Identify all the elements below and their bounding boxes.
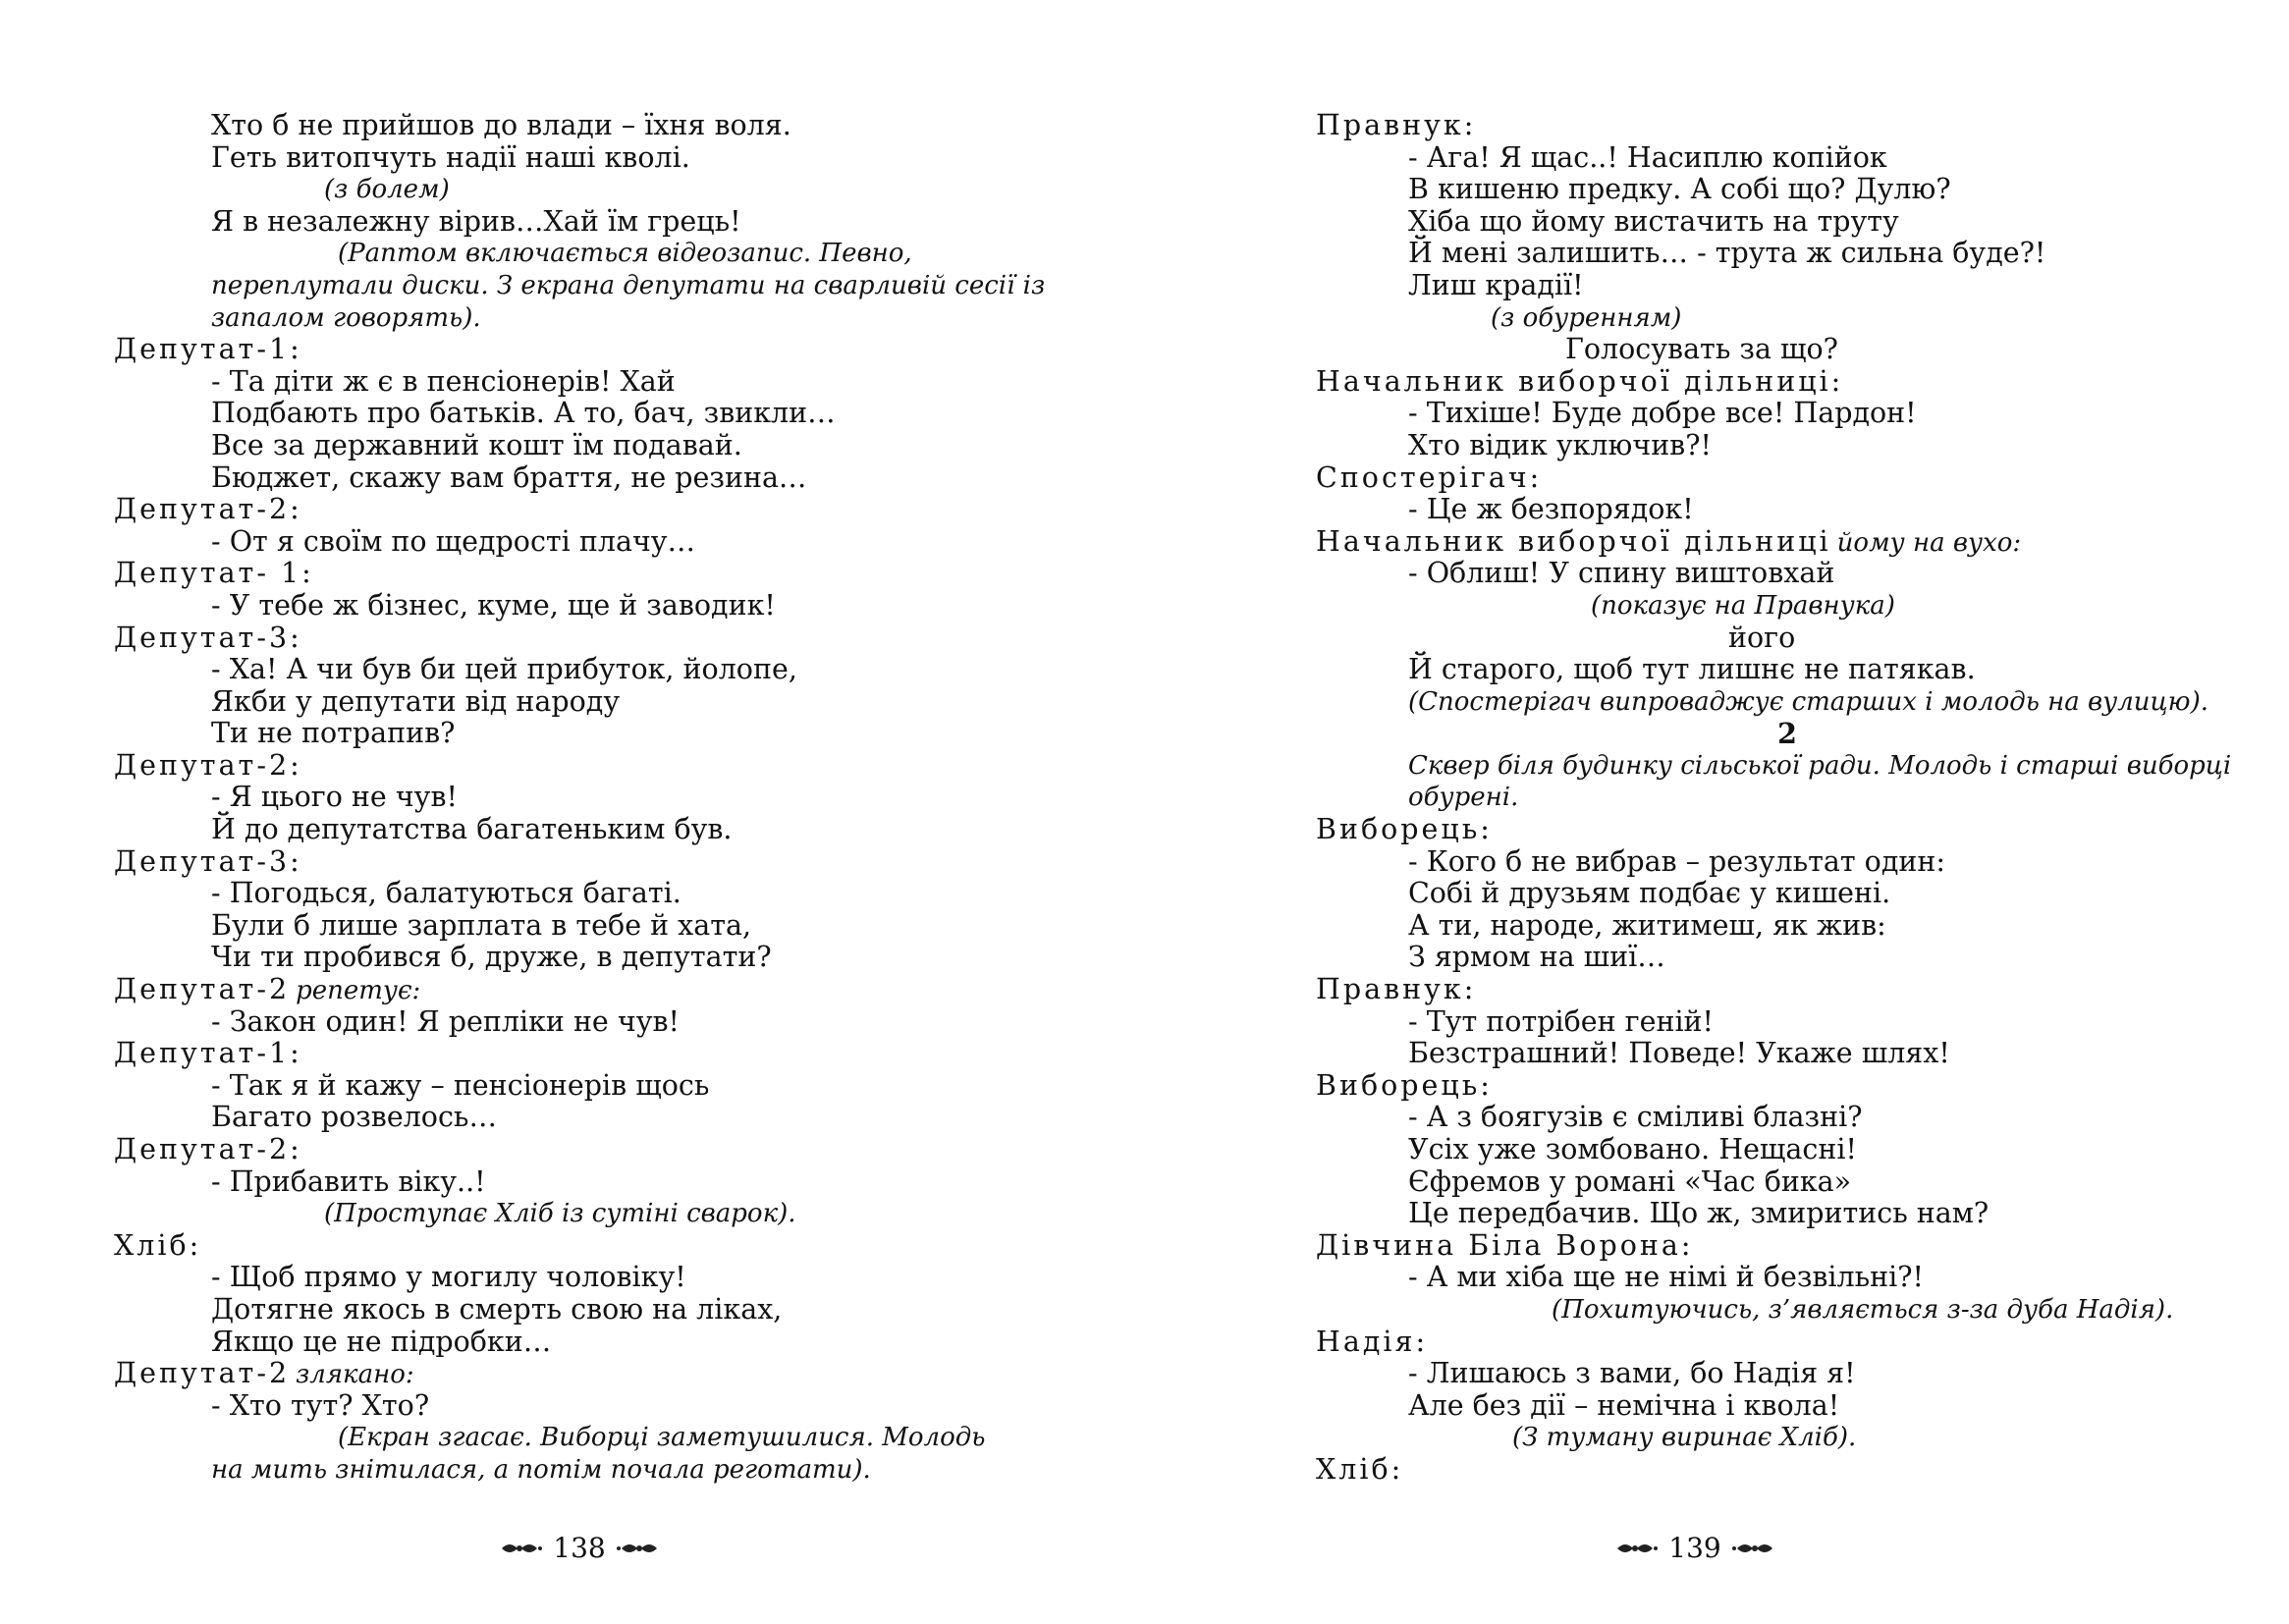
- verse-line: [1316, 1262, 2259, 1294]
- line-text: Депутат-1:: [114, 333, 302, 366]
- speaker-line: [114, 1038, 1096, 1070]
- line-text: Виборець:: [1316, 1068, 1493, 1102]
- line-text: Чи ти пробився б, друже, в депутати?: [211, 941, 772, 974]
- line-text: (З туману виринає Хліб).: [1512, 1423, 1857, 1453]
- speaker-line: [114, 846, 1096, 879]
- line-text: Депутат- 1:: [114, 557, 314, 590]
- verse-line: [1316, 270, 2259, 302]
- line-text: (з болем): [324, 175, 450, 205]
- line-text: Депутат-2: [114, 1357, 291, 1390]
- left-page-text: [114, 110, 1096, 1487]
- stage-direction: [114, 302, 1096, 335]
- line-text: Усіх уже зомбовано. Нещасні!: [1408, 1133, 1857, 1165]
- line-text: - А з боягузів є сміливі блазні?: [1408, 1101, 1863, 1134]
- line-text: - Тут потрібен геній!: [1408, 1004, 1715, 1038]
- line-text: - Кого б не вибрав – результат один:: [1408, 844, 1945, 878]
- right-page: [1145, 0, 2289, 1624]
- line-text: А ти, народе, житимеш, як жив:: [1408, 908, 1886, 942]
- verse-line: [1316, 174, 2259, 206]
- stage-direction: [114, 1198, 1096, 1230]
- scene-number: [1316, 718, 2259, 750]
- verse-line: [114, 1006, 1096, 1039]
- ornament-left-icon: [1615, 1538, 1659, 1559]
- verse-line: [114, 110, 1096, 142]
- speaker-line: [114, 494, 1096, 526]
- line-text: Депутат-2: [114, 973, 291, 1006]
- line-text: Були б лише зарплата в тебе й хата,: [211, 908, 752, 942]
- speaker-line: [1316, 974, 2259, 1006]
- stage-direction: [1316, 750, 2259, 783]
- line-text: Правнук:: [1316, 109, 1477, 141]
- line-text: Хіба що йому вистачить на труту: [1408, 204, 1899, 238]
- line-text: Сквер біля будинку сільської ради. Молодь і старші виборці: [1408, 750, 2232, 781]
- speaker-note: злякано:: [296, 1360, 414, 1390]
- verse-line: [114, 526, 1096, 559]
- line-text: Спостерігач:: [1316, 460, 1543, 494]
- line-text: обурені.: [1408, 783, 1519, 813]
- speaker-line: [114, 334, 1096, 366]
- verse-line: [1316, 846, 2259, 879]
- stage-direction: [1316, 686, 2259, 719]
- line-text: (Раптом включається відеозапис. Певно,: [338, 239, 912, 269]
- line-text: Але без дії – немічна і квола!: [1408, 1388, 1840, 1422]
- line-text: - У тебе ж бізнес, куме, ще й заводик!: [211, 588, 776, 622]
- speaker-line: [1316, 1230, 2259, 1263]
- verse-line: [114, 878, 1096, 910]
- ornament-right-icon: [616, 1538, 659, 1559]
- line-text: Хліб:: [114, 1228, 202, 1262]
- stage-direction: [1316, 782, 2259, 814]
- line-text: З ярмом на шиї…: [1408, 941, 1665, 974]
- speaker-line: [114, 1134, 1096, 1166]
- line-text: Хто відик уключив?!: [1408, 428, 1712, 461]
- speaker-line: [1316, 526, 2259, 559]
- verse-line: [1316, 334, 2259, 366]
- verse-line: [114, 1070, 1096, 1103]
- speaker-line: [1316, 1070, 2259, 1103]
- verse-line: [1316, 1390, 2259, 1423]
- page-number: 138: [553, 1532, 606, 1564]
- line-text: (Проступає Хліб із сутіні сварок).: [324, 1199, 796, 1229]
- verse-line: [114, 366, 1096, 399]
- line-text: Якщо це не підробки…: [211, 1325, 552, 1358]
- line-text: Все за державний кошт їм подавай.: [211, 428, 742, 461]
- stage-direction: [114, 1454, 1096, 1487]
- line-text: запалом говорять).: [211, 302, 481, 333]
- verse-line: [114, 1294, 1096, 1326]
- line-text: Безстрашний! Поведе! Укаже шлях!: [1408, 1037, 1950, 1070]
- line-text: - Лишаюсь з вами, бо Надія я!: [1408, 1357, 1856, 1390]
- verse-line: [1316, 942, 2259, 974]
- verse-line: [1316, 1102, 2259, 1134]
- line-text: Ти не потрапив?: [211, 717, 456, 750]
- verse-line: [114, 1166, 1096, 1199]
- verse-line: [1316, 430, 2259, 462]
- verse-line: [1316, 878, 2259, 910]
- verse-line: [114, 590, 1096, 623]
- verse-line: [114, 718, 1096, 750]
- line-text: Голосувать за що?: [1565, 333, 1838, 366]
- line-text: - Я цього не чув!: [211, 781, 458, 814]
- stage-direction: [1316, 1294, 2259, 1326]
- line-text: (Спостерігач випроваджує старших і молодь на вулицю).: [1408, 686, 2208, 717]
- verse-line: [1316, 398, 2259, 430]
- line-text: 2: [1777, 717, 1797, 751]
- line-text: Депутат-2:: [114, 748, 302, 782]
- line-text: - Погодься, балатуються багаті.: [211, 877, 681, 910]
- line-text: - Це ж безпорядок!: [1408, 493, 1694, 526]
- line-text: - Ха! А чи був би цей прибуток, йолопе,: [211, 653, 797, 686]
- line-text: Й старого, щоб тут лишнє не патякав.: [1408, 653, 1976, 686]
- line-text: Й мені залишить… - трута ж сильна буде?!: [1408, 237, 2046, 270]
- line-text: переплутали диски. З екрана депутати на сварливій сесії із: [211, 270, 1046, 300]
- stage-direction: [114, 1422, 1096, 1454]
- speaker-line: [114, 558, 1096, 590]
- speaker-note: репетує:: [296, 976, 421, 1006]
- verse-line: [114, 1390, 1096, 1423]
- speaker-line: [1316, 1454, 2259, 1487]
- line-text: Депутат-3:: [114, 844, 302, 878]
- verse-line: [1316, 654, 2259, 686]
- verse-line: [1316, 1166, 2259, 1199]
- line-text: (показує на Правнука): [1591, 590, 1895, 621]
- stage-direction: [1316, 1422, 2259, 1454]
- line-text: Начальник виборчої дільниці:: [1316, 364, 1844, 398]
- line-text: Дотягне якось в смерть свою на ліках,: [211, 1292, 783, 1326]
- verse-line: [1316, 238, 2259, 270]
- speaker-line: [114, 623, 1096, 655]
- stage-direction: [1316, 590, 2259, 623]
- line-text: Дівчина Біла Ворона:: [1316, 1228, 1694, 1262]
- verse-line: [114, 942, 1096, 974]
- verse-line: [114, 206, 1096, 239]
- line-text: Депутат-3:: [114, 621, 302, 654]
- verse-line: [1316, 558, 2259, 590]
- verse-line: [1316, 910, 2259, 943]
- line-text: Це передбачив. Що ж, змиритись нам?: [1408, 1197, 1989, 1230]
- line-text: Депутат-2:: [114, 493, 302, 526]
- right-page-text: [1316, 110, 2259, 1487]
- verse-line: [114, 686, 1096, 719]
- ornament-right-icon: [1731, 1538, 1774, 1559]
- speaker-line: [114, 1230, 1096, 1263]
- verse-line: [114, 1102, 1096, 1134]
- line-text: Лиш крадії!: [1408, 268, 1584, 301]
- line-text: на мить знітилася, а потім почала реготати).: [211, 1454, 871, 1485]
- line-text: Собі й друзьям подбає у кишені.: [1408, 877, 1891, 910]
- line-text: Хто б не прийшов до влади – їхня воля.: [211, 109, 791, 141]
- line-text: Геть витопчуть надії наші кволі.: [211, 140, 690, 174]
- speaker-line: [114, 974, 1096, 1006]
- line-text: - А ми хіба ще не німі й безвільні?!: [1408, 1261, 1924, 1294]
- verse-line: [1316, 1358, 2259, 1390]
- verse-line: [114, 654, 1096, 686]
- line-text: Надія:: [1316, 1325, 1429, 1358]
- line-text: - Хто тут? Хто?: [211, 1388, 430, 1422]
- line-text: Я в незалежну вірив…Хай їм грець!: [211, 204, 741, 238]
- line-text: Депутат-1:: [114, 1037, 302, 1070]
- line-text: В кишеню предку. А собі що? Дулю?: [1408, 173, 1951, 206]
- verse-line: [114, 782, 1096, 814]
- stage-direction: [114, 270, 1096, 302]
- verse-line: [114, 462, 1096, 495]
- line-text: - Тихіше! Буде добре все! Пардон!: [1408, 397, 1917, 430]
- verse-line: [1316, 142, 2259, 175]
- verse-line: [114, 398, 1096, 430]
- line-text: Виборець:: [1316, 813, 1493, 846]
- left-page-folio: [452, 1528, 707, 1569]
- stage-direction: [1316, 302, 2259, 335]
- left-page: [0, 0, 1144, 1624]
- line-text: - От я своїм по щедрості плачу…: [211, 524, 696, 558]
- line-text: - Ага! Я щас..! Насиплю копійок: [1408, 140, 1887, 174]
- line-text: його: [1728, 621, 1796, 654]
- line-text: Начальник виборчої дільниці: [1316, 524, 1831, 558]
- verse-line: [1316, 1006, 2259, 1039]
- line-text: Депутат-2:: [114, 1133, 302, 1165]
- line-text: Хліб:: [1316, 1452, 1404, 1486]
- line-text: (Похитуючись, з’являється з-за дуба Надія).: [1552, 1294, 2174, 1325]
- speaker-line: [1316, 814, 2259, 846]
- line-text: Подбають про батьків. А то, бач, звикли…: [211, 397, 836, 430]
- line-text: Якби у депутати від народу: [211, 684, 621, 718]
- line-text: - Закон один! Я репліки не чув!: [211, 1004, 680, 1038]
- verse-line: [1316, 1038, 2259, 1070]
- right-page-folio: [1567, 1528, 1823, 1569]
- line-text: Й до депутатства багатеньким був.: [211, 813, 733, 846]
- speaker-line: [1316, 1326, 2259, 1359]
- line-text: (з обуренням): [1491, 302, 1682, 333]
- verse-line: [114, 430, 1096, 462]
- stage-direction: [114, 174, 1096, 206]
- speaker-line: [1316, 110, 2259, 142]
- verse-line: [114, 910, 1096, 943]
- verse-line: [114, 814, 1096, 846]
- page-number: 139: [1668, 1532, 1721, 1564]
- stage-direction: [114, 238, 1096, 270]
- verse-line: [1316, 206, 2259, 239]
- line-text: Багато розвелось…: [211, 1101, 497, 1134]
- line-text: Бюджет, скажу вам браття, не резина…: [211, 460, 807, 494]
- speaker-line: [114, 750, 1096, 783]
- verse-line: [1316, 1134, 2259, 1166]
- line-text: - Облиш! У спину виштовхай: [1408, 557, 1835, 590]
- speaker-note: йому на вухо:: [1836, 527, 2022, 558]
- speaker-line: [114, 1358, 1096, 1390]
- verse-line: [1316, 1198, 2259, 1230]
- ornament-left-icon: [500, 1538, 543, 1559]
- verse-line: [114, 1262, 1096, 1294]
- line-text: Правнук:: [1316, 973, 1477, 1006]
- verse-line: [1316, 494, 2259, 526]
- speaker-line: [1316, 462, 2259, 495]
- line-text: - Так я й кажу – пенсіонерів щось: [211, 1068, 710, 1102]
- verse-line: [1316, 623, 2259, 655]
- verse-line: [114, 142, 1096, 175]
- line-text: - Прибавить віку..!: [211, 1164, 486, 1198]
- line-text: Єфремов у романі «Час бика»: [1408, 1164, 1852, 1198]
- line-text: (Екран згасає. Виборці заметушилися. Молодь: [338, 1423, 986, 1453]
- speaker-line: [1316, 366, 2259, 399]
- line-text: - Щоб прямо у могилу чоловіку!: [211, 1261, 686, 1294]
- line-text: - Та діти ж є в пенсіонерів! Хай: [211, 364, 676, 398]
- verse-line: [114, 1326, 1096, 1359]
